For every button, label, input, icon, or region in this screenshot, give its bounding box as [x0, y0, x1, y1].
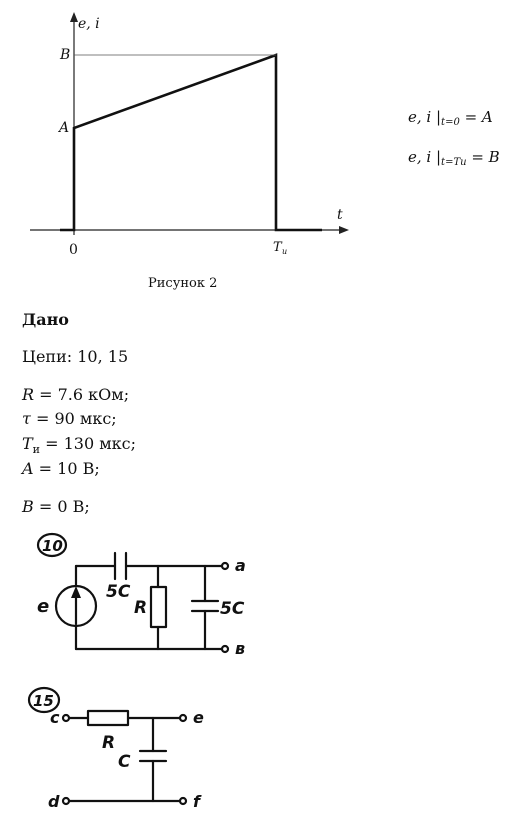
terminal-out-top	[180, 715, 186, 721]
param-value: = 0 В;	[33, 497, 90, 516]
series-capacitor-label: 5C	[106, 582, 131, 602]
param-symbol: R	[22, 385, 35, 404]
param-value: = 90 мкс;	[30, 409, 117, 428]
condition-subscript: t=0	[441, 117, 460, 128]
terminal-out-bottom-label: f	[193, 792, 200, 811]
resistor-label: R	[134, 598, 148, 618]
terminal-in-top-label: c	[50, 708, 60, 727]
source-label: e	[37, 596, 50, 617]
pulse-end-subscript: u	[282, 247, 288, 256]
terminal-in-top	[63, 715, 69, 721]
resistor	[88, 711, 128, 725]
capacitor-label: C	[118, 752, 131, 772]
condition-lhs: e, i |	[408, 108, 442, 126]
terminal-bottom-label: в	[235, 639, 246, 658]
pulse-end-label: T	[273, 240, 282, 255]
param-value: = 10 В;	[33, 459, 100, 478]
param-symbol: τ	[22, 409, 31, 428]
circuit-number: 10	[42, 537, 63, 555]
x-axis-label: t	[337, 207, 343, 223]
param-value: = 7.6 кОм;	[34, 385, 130, 404]
param-symbol: B	[22, 497, 34, 516]
condition-rhs: = A	[464, 108, 493, 126]
level-a-label: A	[59, 120, 70, 136]
terminal-out-top-label: e	[193, 708, 204, 727]
y-axis-label: e, i	[78, 16, 100, 32]
param-symbol: T	[22, 434, 33, 453]
given-circuits: Цепи: 10, 15	[22, 347, 129, 366]
param-symbol: A	[22, 459, 34, 478]
terminal-in-bottom-label: d	[48, 792, 60, 811]
origin-label: 0	[69, 242, 78, 258]
given-heading: Дано	[22, 310, 69, 329]
figure-caption: Рисунок 2	[148, 276, 218, 291]
condition-lhs: e, i |	[408, 148, 442, 166]
resistor-label: R	[102, 733, 116, 753]
terminal-out-bottom	[180, 798, 186, 804]
level-b-label: B	[60, 47, 71, 63]
circuit-number: 15	[33, 692, 54, 710]
terminal-in-bottom	[63, 798, 69, 804]
condition-subscript: t=Tu	[441, 157, 467, 168]
terminal-top-label: a	[235, 556, 246, 575]
condition-rhs: = B	[471, 148, 500, 166]
shunt-capacitor-label: 5C	[220, 599, 245, 619]
param-subscript: и	[32, 443, 41, 456]
param-value: = 130 мкс;	[40, 434, 137, 453]
